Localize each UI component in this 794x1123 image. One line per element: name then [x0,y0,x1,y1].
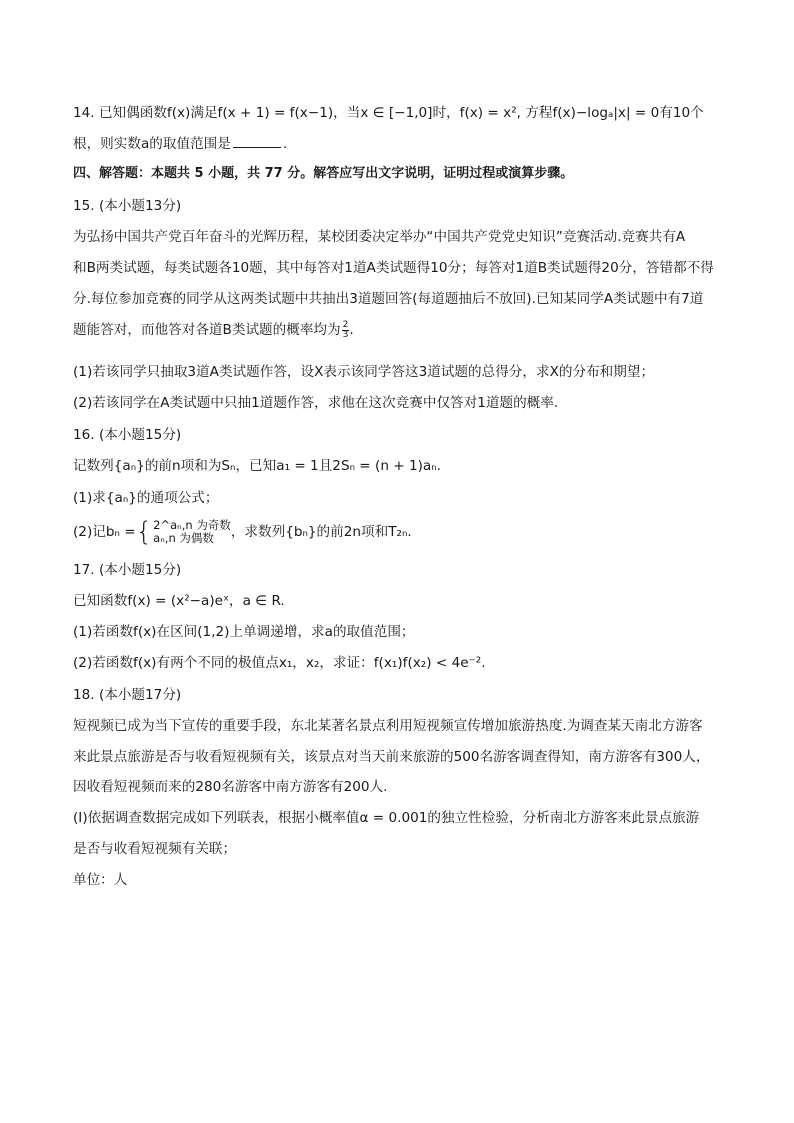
unit-label: 单位：人 [73,872,128,888]
q17-sub-1: (1)若函数f(x)在区间(1,2)上单调递增，求a的取值范围； [73,624,415,640]
q17-header: 17. (本小题15分) [73,562,182,578]
q16-sub-2 [73,517,733,547]
section-4-heading: 四、解答题：本题共 5 小题，共 77 分。解答应写出文字说明，证明过程或演算步骤。 [73,166,574,181]
q15-para-4-end: . [349,322,354,338]
q14-line-2 [73,133,733,154]
answer-blank [233,133,281,148]
q17-sub-2: (2)若函数f(x)有两个不同的极值点x₁，x₂，求证：f(x₁)f(x₂) < 4e⁻². [73,655,486,671]
q15-header: 15. (本小题13分) [73,198,182,214]
fraction-numerator: 2 [342,319,349,330]
q15-para-1: 为弘扬中国共产党百年奋斗的光辉历程，某校团委决定举办“中国共产党党史知识”竞赛活动.竞赛共有A [73,229,686,245]
q18-para-1: 短视频已成为当下宣传的重要手段，东北某著名景点利用短视频宣传增加旅游热度.为调查某天南北方游客 [73,718,703,734]
fraction-denominator: 3 [342,329,349,340]
case-odd: 2^aₙ,n 为奇数 [153,518,231,532]
q15-para-3: 分.每位参加竞赛的同学从这两类试题中共抽出3道题回答(每道题抽后不放回).已知某同学A类试题中有7道 [73,291,704,307]
q16-sub-1: (1)求{aₙ}的通项公式； [73,490,219,506]
q16-para-1: 记数列{aₙ}的前n项和为Sₙ，已知a₁ = 1且2Sₙ = (n + 1)aₙ. [73,458,441,474]
q18-para-2: 来此景点旅游是否与收看短视频有关，该景点对当天前来旅游的500名游客调查得知，南方游客有300人， [73,749,710,765]
case-even: aₙ,n 为偶数 [153,531,214,545]
q16-sub-2-suffix: ，求数列{bₙ}的前2n项和T₂ₙ. [230,524,412,540]
q15-para-4 [73,320,733,340]
q15-sub-2: (2)若该同学在A类试题中只抽1道题作答，求他在这次竞赛中仅答对1道题的概率. [73,395,559,411]
q14-line-1: 14. 已知偶函数f(x)满足f(x + 1) = f(x−1)，当x ∈ [−1,0]时，f(x) = x², 方程f(x)−logₐ|x| = 0有10个 [73,105,704,121]
left-brace: { [135,517,153,547]
q18-header: 18. (本小题17分) [73,687,182,703]
q15-sub-1: (1)若该同学只抽取3道A类试题作答，设X表示该同学答这3道试题的总得分，求X的分布和期望； [73,364,655,380]
q15-para-2: 和B两类试题，每类试题各10题，其中每答对1道A类试题得10分；每答对1道B类试题得20分，答错都不得 [73,260,714,276]
piecewise-definition [136,519,231,545]
q18-para-3: 因收看短视频而来的280名游客中南方游客有200人. [73,779,388,795]
q15-para-4-text: 题能答对，而他答对各道B类试题的概率均为 [73,322,341,338]
piecewise-cases [153,519,231,545]
q18-sub-1-line-2: 是否与收看短视频有关联； [73,841,237,857]
q14-line-2-text: 根，则实数a的取值范围是 [73,136,231,152]
q14-line-2-end: . [282,136,288,152]
q16-sub-2-prefix: (2)记bₙ = [73,524,136,540]
q16-header: 16. (本小题15分) [73,427,182,443]
q17-para-1: 已知函数f(x) = (x²−a)eˣ，a ∈ R. [73,593,285,609]
q18-sub-1-line-1: (Ⅰ)依据调查数据完成如下列联表，根据小概率值α = 0.001的独立性检验，分析南北方游客来此景点旅游 [73,810,700,826]
